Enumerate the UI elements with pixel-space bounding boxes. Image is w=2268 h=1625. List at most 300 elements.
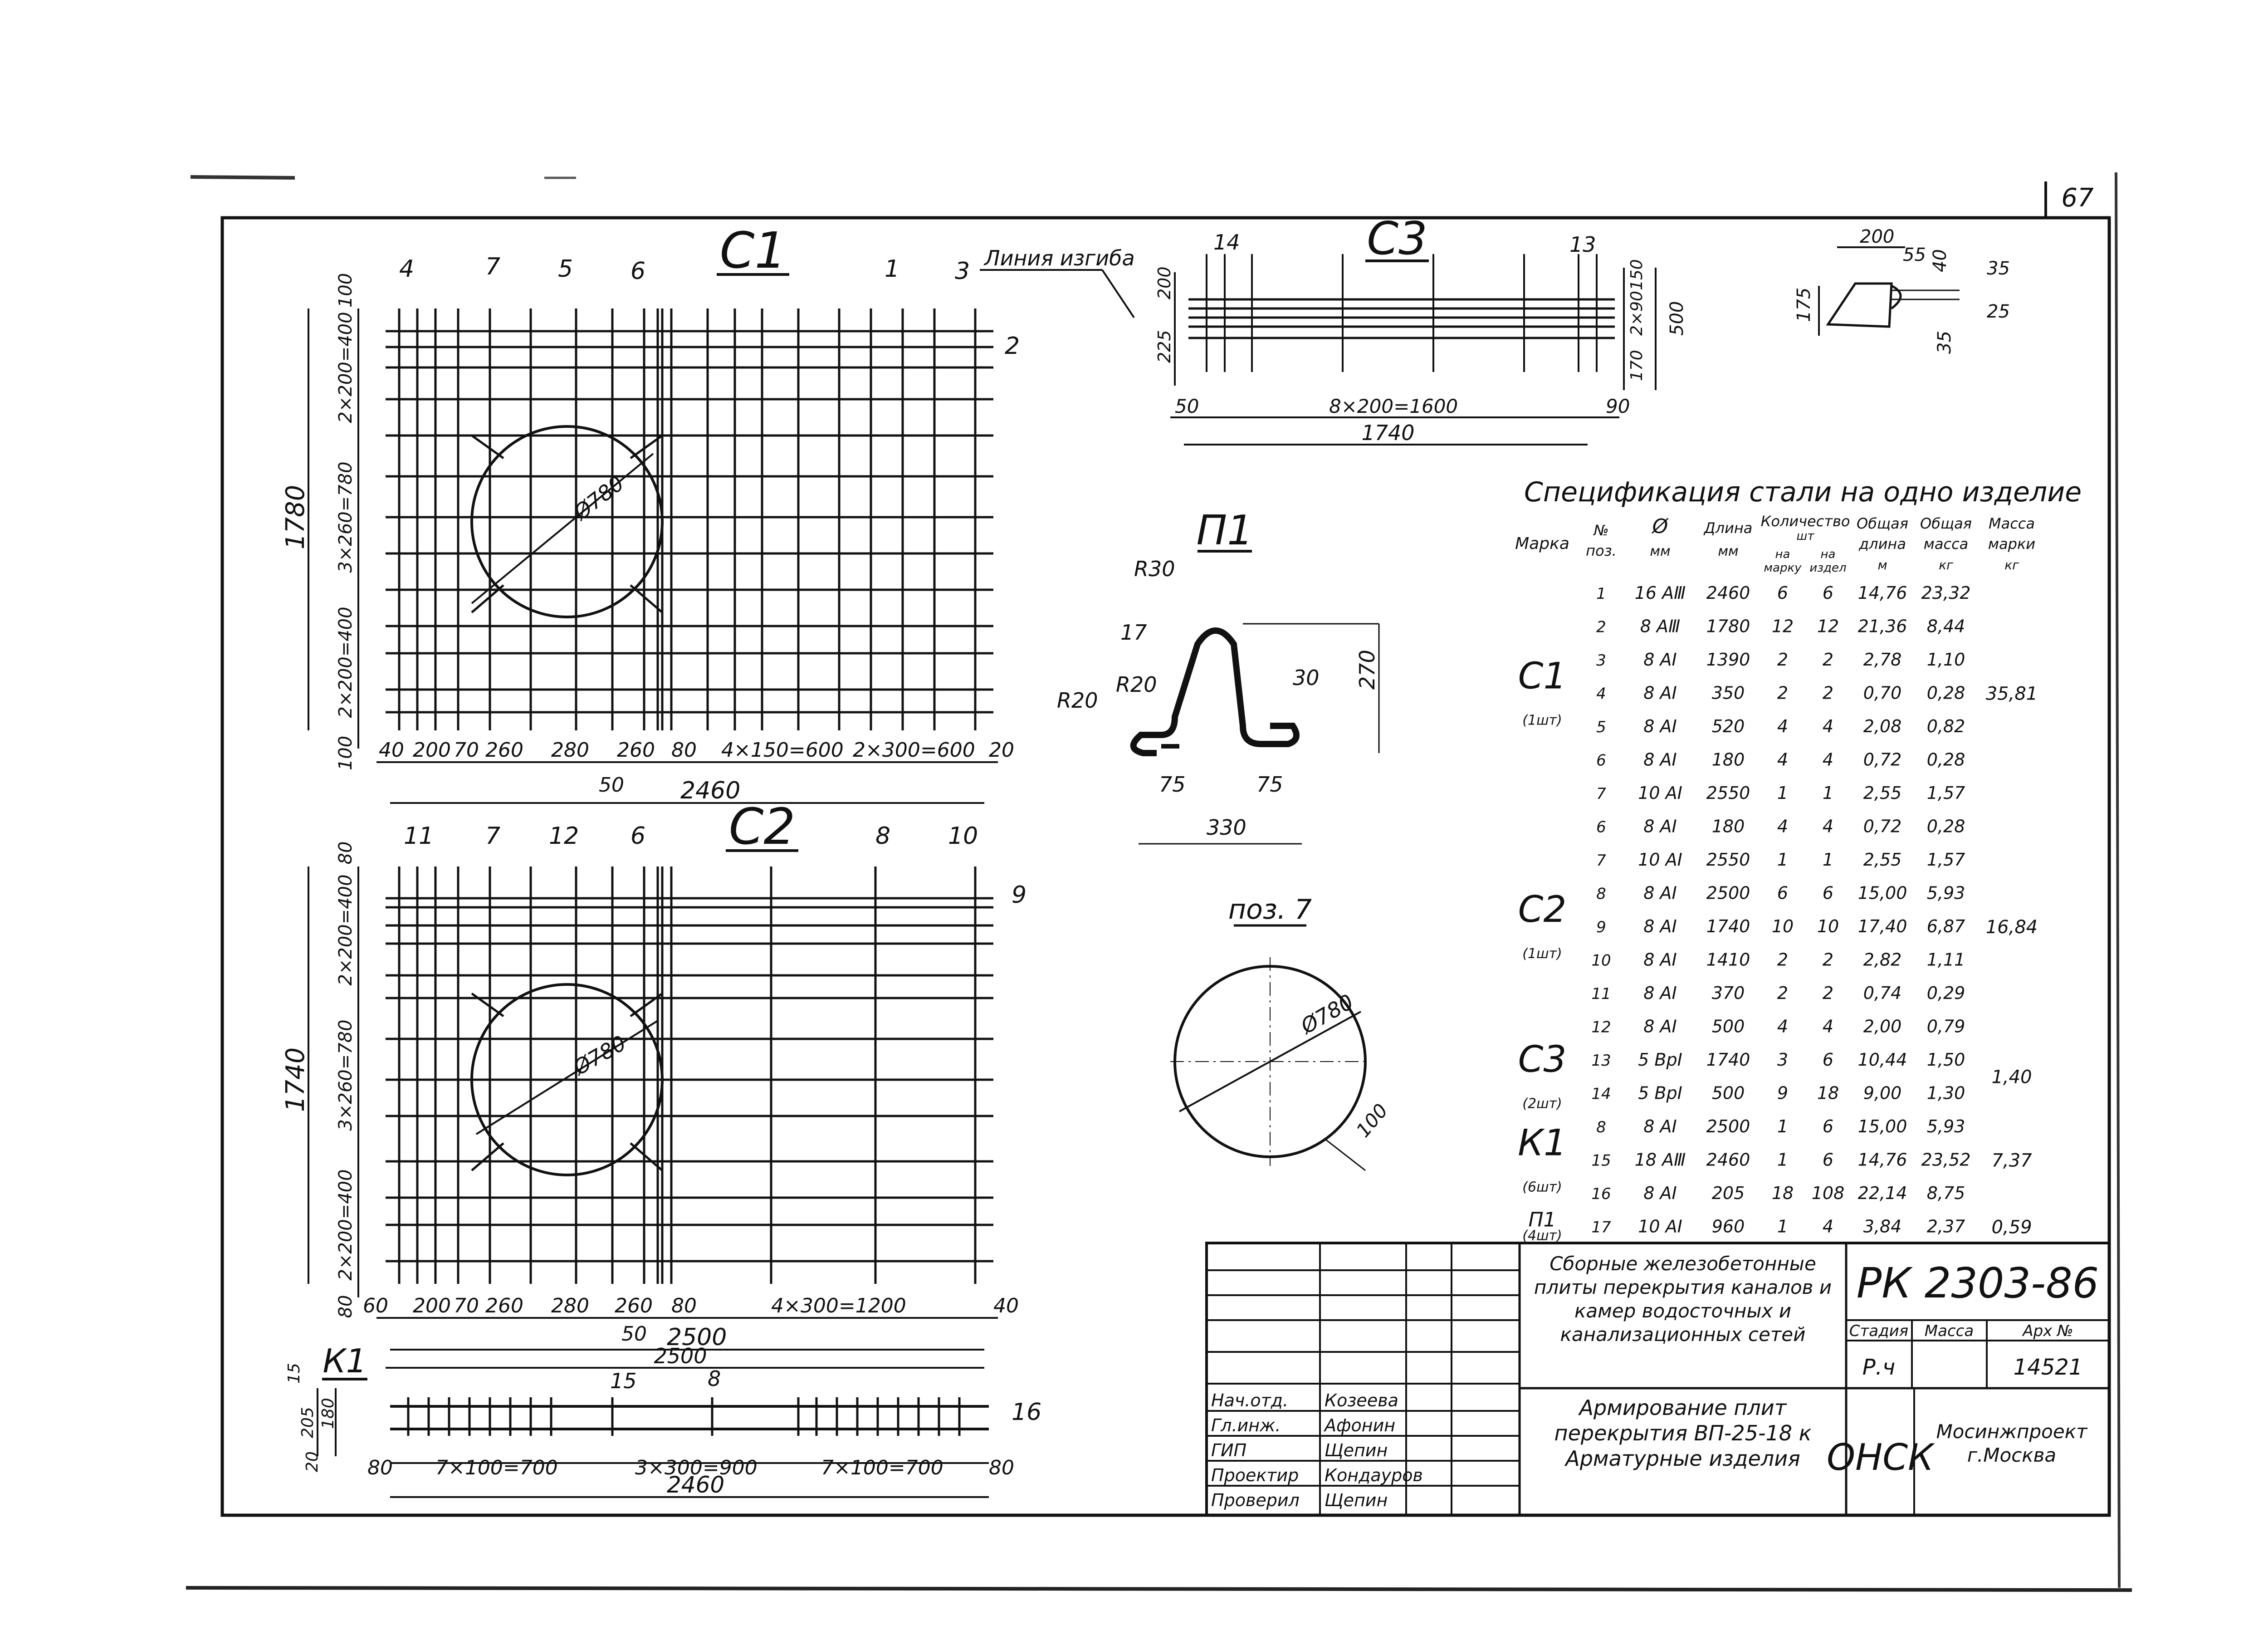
spec-cell: 3 <box>1777 1049 1789 1070</box>
spec-cell: 2 <box>1822 649 1834 670</box>
spec-cell: 8 АⅢ <box>1640 616 1681 636</box>
spec-header: издел <box>1809 561 1847 575</box>
spec-mark: С1 <box>1518 655 1567 697</box>
spec-cell: 8,44 <box>1926 616 1965 636</box>
c1-width-part: 80 <box>671 739 697 762</box>
org-short: ОНСК <box>1827 1436 1934 1478</box>
spec-cell: 6 <box>1777 582 1789 603</box>
spec-cell: 108 <box>1811 1183 1845 1203</box>
stage-header: Стадия <box>1849 1322 1909 1340</box>
spec-cell: 4 <box>1822 716 1834 736</box>
arch-no: 14521 <box>2013 1355 2083 1380</box>
spec-header: Общая <box>1920 515 1972 532</box>
c2-pos-label: 11 <box>404 822 434 850</box>
detail-dim: 55 <box>1903 245 1926 265</box>
spec-cell: 2550 <box>1706 849 1750 870</box>
spec-cell: 10 АⅠ <box>1638 1216 1682 1237</box>
spec-mark: К1 <box>1518 1121 1567 1164</box>
staff-role: Нач.отд. <box>1211 1390 1289 1410</box>
k1-pos-label: 15 <box>610 1369 637 1393</box>
c1-width-part: 70 <box>454 739 479 762</box>
c2-pos-label: 6 <box>631 822 646 850</box>
spec-cell: 6 <box>1596 818 1606 837</box>
spec-mark: С3 <box>1518 1038 1567 1081</box>
spec-cell: 17 <box>1591 1218 1611 1237</box>
spec-cell: 0,29 <box>1926 983 1965 1003</box>
k1-bottom-dim: 3×300=900 <box>635 1456 758 1479</box>
arch-header: Арх № <box>2023 1322 2073 1340</box>
spec-cell: 23,32 <box>1921 582 1971 603</box>
c2-height-total: 1740 <box>281 1047 310 1112</box>
spec-cell: 7 <box>1596 784 1606 803</box>
c1-width-part: 2×300=600 <box>853 739 975 762</box>
p1-label: 17 <box>1120 620 1147 645</box>
spec-cell: 5,93 <box>1926 1116 1965 1136</box>
spec-cell: 500 <box>1711 1083 1745 1103</box>
spec-cell: 2 <box>1596 618 1606 636</box>
spec-cell: 1,57 <box>1926 849 1965 870</box>
c1-pos-label: 2 <box>1005 333 1020 360</box>
c1-width-part: 280 <box>551 739 589 762</box>
c1-height-part: 2×200=400 <box>335 607 356 718</box>
spec-cell: 0,79 <box>1926 1016 1965 1037</box>
spec-cell: 0,28 <box>1926 683 1965 703</box>
title-block <box>1207 1243 2109 1515</box>
k1-left-dim: 205 <box>298 1407 317 1438</box>
spec-cell: 2 <box>1822 683 1834 703</box>
spec-cell: 0,28 <box>1926 749 1965 770</box>
spec-mark-mass: 1,40 <box>1991 1067 2032 1088</box>
c3-right-dim: 500 <box>1667 301 1687 336</box>
spec-cell: 0,70 <box>1863 683 1902 703</box>
c1-pos-label: 3 <box>955 258 970 285</box>
c2-width-part: 4×300=1200 <box>771 1294 906 1317</box>
spec-cell: 9 <box>1596 918 1606 936</box>
spec-cell: 180 <box>1711 749 1745 770</box>
spec-cell: 2460 <box>1706 1150 1750 1170</box>
c1-pos-label: 5 <box>558 255 573 283</box>
spec-cell: 15,00 <box>1857 1116 1907 1136</box>
staff-name: Кондауров <box>1325 1465 1423 1485</box>
spec-cell: 8 АⅠ <box>1643 816 1677 837</box>
c3-pos-label: 13 <box>1569 232 1596 257</box>
spec-cell: 2,78 <box>1863 649 1902 670</box>
spec-mark-count: (4шт) <box>1522 1228 1562 1244</box>
c1-pos-label: 6 <box>631 258 646 285</box>
spec-cell: 5 <box>1596 718 1606 736</box>
spec-header: мм <box>1650 543 1671 559</box>
c1-width-part: 40 <box>379 739 404 762</box>
p1-label: R30 <box>1134 557 1175 581</box>
staff-name: Афонин <box>1325 1415 1396 1435</box>
spec-header: Масса <box>1988 515 2035 532</box>
c3-bottom-dim: 50 <box>1175 395 1199 417</box>
c3-bottom-dim: 8×200=1600 <box>1329 395 1458 417</box>
spec-cell: 1 <box>1596 584 1606 603</box>
c3-bend-line-label: Линия изгиба <box>984 246 1135 270</box>
c2-width-part: 70 <box>454 1294 479 1317</box>
spec-cell: 1410 <box>1706 950 1750 970</box>
spec-mark-mass: 35,81 <box>1985 683 2038 705</box>
spec-cell: 8 АⅠ <box>1643 716 1677 736</box>
spec-cell: 0,72 <box>1863 816 1902 837</box>
spec-cell: 1,50 <box>1926 1049 1965 1070</box>
spec-cell: 12 <box>1591 1018 1611 1037</box>
mesh-c3 <box>980 212 1687 445</box>
spec-cell: 2 <box>1777 649 1789 670</box>
spec-cell: 8 АⅠ <box>1643 1016 1677 1037</box>
k1-bottom-dim: 80 <box>989 1456 1014 1479</box>
c1-height-part: 2×200=400 <box>335 312 356 423</box>
spec-cell: 2 <box>1822 983 1834 1003</box>
spec-cell: 520 <box>1711 716 1745 736</box>
c2-height-part: 2×200=400 <box>335 874 356 986</box>
spec-cell: 1 <box>1777 783 1789 803</box>
spec-cell: 2 <box>1822 950 1834 970</box>
k1-pos-label: 8 <box>708 1366 721 1391</box>
spec-cell: 4 <box>1822 1016 1834 1037</box>
spec-cell: 10 <box>1591 951 1611 970</box>
mesh-c2 <box>281 798 1026 1351</box>
spec-header: кг <box>1939 558 1953 573</box>
spec-header: м <box>1877 558 1887 573</box>
spec-cell: 8 <box>1596 1118 1606 1136</box>
k1-bottom-dim: 7×100=700 <box>821 1456 943 1479</box>
spec-cell: 2,55 <box>1863 849 1902 870</box>
c1-circle-dim: Ø780 <box>569 470 629 525</box>
frame-k1 <box>285 1342 1041 1498</box>
spec-cell: 0,74 <box>1863 983 1902 1003</box>
spec-cell: 1740 <box>1706 916 1750 936</box>
spec-cell: 1,11 <box>1926 950 1965 970</box>
c3-left-dim: 200 <box>1154 266 1174 299</box>
c3-total-width: 1740 <box>1361 421 1415 445</box>
c3-bottom-dim: 90 <box>1606 395 1630 417</box>
spec-cell: 10 АⅠ <box>1638 849 1682 870</box>
spec-cell: 17,40 <box>1857 916 1907 936</box>
p1-label: 30 <box>1293 666 1320 690</box>
spec-cell: 21,36 <box>1857 616 1907 636</box>
spec-cell: 1 <box>1777 1216 1789 1237</box>
spec-cell: 6 <box>1777 883 1789 903</box>
scan-edge <box>2116 172 2119 1588</box>
bend-detail <box>1794 226 2010 354</box>
spec-cell: 16 <box>1591 1184 1611 1203</box>
p1-label: 75 <box>1256 772 1283 797</box>
pos7-circle-dim: Ø780 <box>1296 989 1358 1039</box>
spec-cell: 14,76 <box>1857 1150 1907 1170</box>
spec-cell: 6 <box>1822 883 1834 903</box>
p1-label: R20 <box>1057 688 1098 713</box>
spec-cell: 1 <box>1777 849 1789 870</box>
spec-cell: 3,84 <box>1863 1216 1902 1237</box>
spec-cell: 350 <box>1711 683 1745 703</box>
spec-cell: 10 <box>1771 916 1794 936</box>
drawing-title: Армирование плит перекрытия ВП-25-18 к Арматурные изделия <box>1554 1395 1812 1471</box>
spec-mark: С2 <box>1518 888 1567 930</box>
spec-mark-mass: 0,59 <box>1991 1217 2032 1238</box>
spec-cell: 500 <box>1711 1016 1745 1037</box>
spec-cell: 2500 <box>1706 883 1750 903</box>
spec-cell: 18 <box>1771 1183 1794 1203</box>
spec-cell: 1390 <box>1706 649 1750 670</box>
spec-cell: 15 <box>1591 1151 1611 1170</box>
spec-cell: 8 АⅠ <box>1643 683 1677 703</box>
spec-mark: П1 <box>1528 1208 1556 1232</box>
c2-extra-dim: 50 <box>621 1322 647 1346</box>
spec-cell: 7 <box>1596 851 1606 870</box>
doc-code: РК 2303-86 <box>1856 1259 2099 1307</box>
spec-cell: 2,08 <box>1863 716 1902 736</box>
c2-height-part: 80 <box>335 841 356 865</box>
c1-extra-dim: 50 <box>599 773 624 797</box>
p1-title: П1 <box>1196 507 1253 554</box>
p1-label: R20 <box>1116 672 1157 697</box>
project-title: Сборные железобетонные плиты перекрытия каналов и камер водосточных и канализационных сетей <box>1534 1253 1832 1346</box>
stage-value: Р.ч <box>1862 1355 1896 1380</box>
spec-cell: 5 ВрⅠ <box>1638 1049 1682 1070</box>
staff-name: Щепин <box>1325 1490 1388 1510</box>
spec-cell: 180 <box>1711 816 1745 837</box>
bar-p1 <box>1057 507 1379 844</box>
spec-cell: 4 <box>1596 685 1606 703</box>
spec-cell: 4 <box>1822 816 1834 837</box>
c1-width-part: 4×150=600 <box>721 739 844 762</box>
spec-cell: 1,57 <box>1926 783 1965 803</box>
spec-cell: 205 <box>1711 1183 1745 1203</box>
spec-cell: 2,00 <box>1863 1016 1902 1037</box>
spec-mark-count: (1шт) <box>1522 712 1562 729</box>
spec-cell: 1 <box>1822 849 1834 870</box>
spec-mark-count: (1шт) <box>1522 945 1562 962</box>
spec-cell: 2 <box>1777 683 1789 703</box>
spec-cell: 1740 <box>1706 1049 1750 1070</box>
spec-cell: 2 <box>1777 983 1789 1003</box>
spec-cell: 6 <box>1822 1049 1834 1070</box>
k1-title: К1 <box>323 1342 367 1380</box>
p1-label: 330 <box>1207 815 1246 840</box>
spec-cell: 2,37 <box>1926 1216 1965 1237</box>
c2-pos-label: 7 <box>485 822 501 850</box>
staff-role: Гл.инж. <box>1211 1415 1281 1435</box>
spec-cell: 13 <box>1591 1051 1611 1070</box>
c1-height-part: 3×260=780 <box>335 461 356 573</box>
p1-label: 270 <box>1355 650 1379 690</box>
spec-cell: 8 АⅠ <box>1643 649 1677 670</box>
c2-pos-label: 9 <box>1012 881 1027 909</box>
spec-cell: 6 <box>1822 1150 1834 1170</box>
spec-cell: 2460 <box>1706 582 1750 603</box>
c2-circle-dim: Ø780 <box>569 1030 631 1080</box>
spec-cell: 8 АⅠ <box>1643 983 1677 1003</box>
spec-cell: 4 <box>1777 749 1789 770</box>
spec-cell: 22,14 <box>1857 1183 1907 1203</box>
mesh-c1 <box>281 221 1020 804</box>
spec-cell: 2,82 <box>1863 950 1902 970</box>
staff-name: Щепин <box>1325 1440 1388 1460</box>
c2-pos-label: 10 <box>948 822 978 850</box>
c1-title: С1 <box>719 221 787 279</box>
ring-pos7 <box>1170 894 1392 1170</box>
spec-header: № <box>1593 522 1609 539</box>
spec-header: Количество <box>1760 513 1850 530</box>
spec-cell: 10,44 <box>1857 1049 1907 1070</box>
c2-width-part: 260 <box>615 1294 653 1317</box>
c2-width-part: 260 <box>485 1294 523 1317</box>
spec-header: Марка <box>1515 534 1569 553</box>
spec-cell: 8,75 <box>1926 1183 1965 1203</box>
spec-cell: 0,28 <box>1926 816 1965 837</box>
spec-cell: 18 АⅢ <box>1634 1150 1686 1170</box>
spec-cell: 6 <box>1822 1116 1834 1136</box>
pos7-dim: 100 <box>1352 1099 1393 1142</box>
k1-left-dim: 180 <box>319 1398 337 1429</box>
detail-dim: 40 <box>1930 249 1950 272</box>
c2-height-part: 3×260=780 <box>335 1019 356 1131</box>
spec-cell: 5 ВрⅠ <box>1638 1083 1682 1103</box>
spec-mark-mass: 7,37 <box>1991 1150 2032 1171</box>
spec-cell: 8 АⅠ <box>1643 916 1677 936</box>
spec-cell: 1 <box>1777 1116 1789 1136</box>
c1-width-part: 260 <box>617 739 655 762</box>
spec-cell: 4 <box>1777 716 1789 736</box>
spec-cell: 0,82 <box>1926 716 1965 736</box>
c2-height-part: 80 <box>335 1295 356 1318</box>
c2-title: С2 <box>728 798 796 856</box>
spec-cell: 4 <box>1822 1216 1834 1237</box>
spec-cell: 10 <box>1817 916 1839 936</box>
c1-pos-label: 4 <box>399 255 415 283</box>
spec-cell: 9 <box>1777 1083 1789 1103</box>
spec-header: на <box>1775 548 1790 561</box>
k1-bottom-total: 2460 <box>667 1472 725 1498</box>
spec-cell: 11 <box>1591 984 1611 1003</box>
detail-dim: 25 <box>1987 301 2010 322</box>
spec-header: поз. <box>1586 542 1617 559</box>
c1-height-total: 1780 <box>281 485 310 550</box>
spec-table <box>1506 506 2046 1243</box>
spec-cell: 12 <box>1771 616 1794 636</box>
spec-cell: 3 <box>1596 651 1606 670</box>
spec-cell: 15,00 <box>1857 883 1907 903</box>
scan-mark <box>186 1588 2132 1590</box>
k1-pos-label: 16 <box>1012 1399 1042 1426</box>
spec-header: мм <box>1718 543 1739 559</box>
c1-pos-label: 7 <box>485 253 501 280</box>
spec-header: марки <box>1988 535 2036 553</box>
c2-width-part: 40 <box>993 1294 1019 1317</box>
spec-title: Спецификация стали на одно изделие <box>1524 476 2082 508</box>
spec-cell: 960 <box>1711 1216 1745 1237</box>
scan-mark <box>191 177 295 178</box>
spec-header: масса <box>1923 535 1969 553</box>
c3-right-dim: 2×90 <box>1628 291 1646 336</box>
spec-cell: 6 <box>1596 751 1606 770</box>
detail-dim: 35 <box>1987 258 2010 279</box>
spec-mark-count: (6шт) <box>1522 1179 1562 1195</box>
c2-pos-label: 12 <box>549 822 579 850</box>
k1-bottom-dim: 80 <box>367 1456 393 1479</box>
c2-height-part: 2×200=400 <box>335 1169 356 1281</box>
c2-width-part: 280 <box>551 1294 589 1317</box>
spec-mark-mass: 16,84 <box>1985 916 2038 938</box>
c1-pos-label: 1 <box>885 255 900 283</box>
c3-left-dim: 225 <box>1154 330 1174 363</box>
spec-mark-count: (2шт) <box>1522 1096 1562 1112</box>
spec-cell: 14,76 <box>1857 582 1907 603</box>
staff-role: ГИП <box>1211 1440 1247 1460</box>
spec-cell: 8 АⅠ <box>1643 1183 1677 1203</box>
spec-cell: 10 АⅠ <box>1638 783 1682 803</box>
c1-width-part: 20 <box>989 739 1014 762</box>
spec-header: кг <box>2004 558 2019 573</box>
spec-header: Ø <box>1652 515 1668 538</box>
spec-header: на <box>1820 548 1836 561</box>
spec-cell: 2550 <box>1706 783 1750 803</box>
spec-cell: 1,30 <box>1926 1083 1965 1103</box>
spec-header: длина <box>1859 535 1906 553</box>
spec-cell: 8 АⅠ <box>1643 883 1677 903</box>
pos7-title: поз. 7 <box>1228 894 1312 925</box>
spec-cell: 1,10 <box>1926 649 1965 670</box>
staff-role: Проектир <box>1211 1465 1299 1485</box>
spec-cell: 2500 <box>1706 1116 1750 1136</box>
c3-right-dim: 150 <box>1628 259 1646 290</box>
spec-cell: 6,87 <box>1926 916 1965 936</box>
c2-width-part: 80 <box>671 1294 697 1317</box>
c2-width-part: 60 <box>363 1294 388 1317</box>
c2-pos-label: 8 <box>875 822 891 850</box>
org-name: Мосинжпроект г.Москва <box>1936 1420 2087 1466</box>
spec-cell: 16 АⅢ <box>1634 582 1686 603</box>
spec-cell: 4 <box>1822 749 1834 770</box>
c1-height-part: 100 <box>335 273 356 308</box>
c1-width-part: 200 <box>413 739 451 762</box>
c3-pos-label: 14 <box>1213 230 1240 255</box>
staff-name: Козеева <box>1325 1390 1398 1410</box>
spec-header: шт <box>1796 529 1814 543</box>
c1-height-part: 100 <box>335 735 356 771</box>
mass-header: Масса <box>1924 1322 1974 1340</box>
detail-dim: 35 <box>1934 331 1955 354</box>
spec-cell: 370 <box>1711 983 1745 1003</box>
spec-cell: 18 <box>1817 1083 1839 1103</box>
c1-width-part: 260 <box>485 739 523 762</box>
spec-cell: 8 АⅠ <box>1643 1116 1677 1136</box>
staff-role: Проверил <box>1211 1490 1300 1510</box>
spec-cell: 9,00 <box>1863 1083 1902 1103</box>
spec-cell: 12 <box>1817 616 1839 636</box>
k1-left-dim: 20 <box>303 1451 322 1472</box>
spec-cell: 4 <box>1777 816 1789 837</box>
spec-cell: 14 <box>1591 1085 1611 1103</box>
k1-top-total: 2500 <box>654 1344 707 1368</box>
spec-cell: 5,93 <box>1926 883 1965 903</box>
detail-dim: 200 <box>1860 226 1895 247</box>
spec-cell: 4 <box>1777 1016 1789 1037</box>
spec-cell: 8 АⅠ <box>1643 950 1677 970</box>
spec-header: марку <box>1764 561 1802 575</box>
spec-cell: 23,52 <box>1921 1150 1971 1170</box>
spec-cell: 8 АⅠ <box>1643 749 1677 770</box>
spec-cell: 1 <box>1777 1150 1789 1170</box>
c2-width-total: 2500 <box>667 1324 727 1351</box>
spec-header: Длина <box>1704 519 1753 537</box>
spec-cell: 8 <box>1596 885 1606 903</box>
detail-dim: 175 <box>1794 287 1814 322</box>
spec-cell: 1780 <box>1706 616 1750 636</box>
spec-cell: 6 <box>1822 582 1834 603</box>
